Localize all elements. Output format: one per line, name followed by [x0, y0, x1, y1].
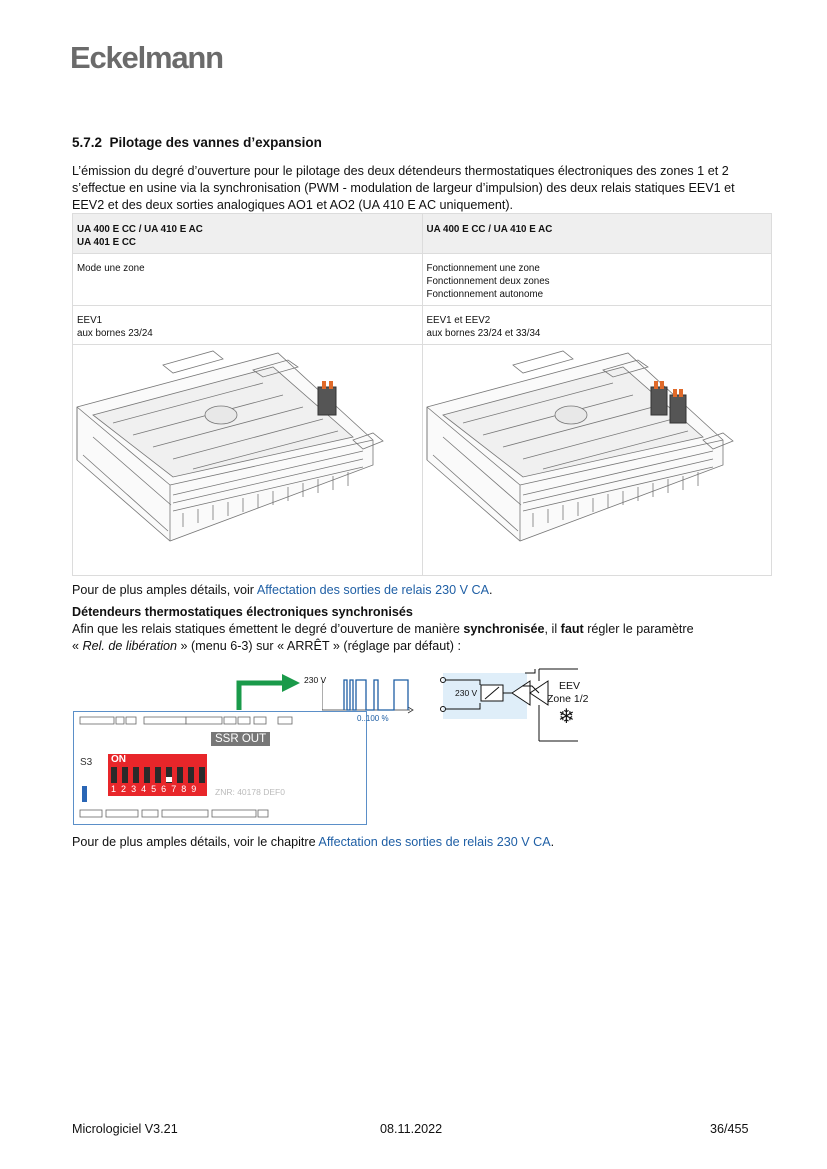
table-header-cell: UA 400 E CC / UA 410 E AC UA 401 E CC — [73, 214, 423, 254]
relay-valve-schematic — [440, 665, 590, 745]
section-heading — [72, 135, 322, 150]
dip-switch[interactable] — [108, 754, 207, 796]
zone-label: Zone 1/2 — [547, 693, 589, 705]
section-number: 5.7.2 — [72, 135, 103, 150]
table-header-cell: UA 400 E CC / UA 410 E AC — [422, 214, 772, 254]
znr-label: ZNR: 40178 DEF0 — [215, 787, 285, 797]
more-details-2: Pour de plus amples détails, voir le chapitre Affectation des sorties de relais 230 V CA. — [72, 835, 555, 849]
pwm-waveform — [322, 672, 414, 716]
footer-date: 08.11.2022 — [380, 1122, 443, 1136]
controller-image-cell — [73, 345, 423, 576]
controller-ua400-ua410-illustration — [423, 345, 759, 571]
controller-ua400-illustration — [73, 345, 409, 571]
connector-icon — [318, 381, 336, 415]
sync-subheading: Détendeurs thermostatiques électroniques synchronisés — [72, 605, 413, 619]
table-header-row — [73, 214, 772, 254]
table-cell: Fonctionnement une zone Fonctionnement deux zones Fonctionnement autonome — [422, 254, 772, 306]
table-cell: EEV1 et EEV2 aux bornes 23/24 et 33/34 — [422, 306, 772, 345]
snowflake-icon: ❄ — [558, 706, 575, 728]
eev-label: EEV — [559, 680, 581, 692]
table-cell: Mode une zone — [73, 254, 423, 306]
table-row — [73, 345, 772, 576]
table-row — [73, 306, 772, 345]
ssr-out-label: SSR OUT — [211, 732, 270, 746]
eckelmann-logo: Eckelmann — [70, 40, 223, 75]
sync-paragraph: Afin que les relais statiques émettent le degré d’ouverture de manière synchronisée, il faut régler le paramètre « Rel. de libération » (menu 6-3) sur « ARRÊT » (réglage par défaut) : — [72, 622, 694, 653]
relay-outputs-chapter-link[interactable]: Affectation des sorties de relais 230 V CA — [318, 835, 551, 849]
footer-page-number: 36/455 — [710, 1122, 749, 1136]
dip-numbers: 1 2 3 4 5 6 7 8 9 — [111, 784, 197, 794]
controller-image-cell — [422, 345, 772, 576]
section-title: Pilotage des vannes d’expansion — [109, 135, 322, 150]
table-row — [73, 254, 772, 306]
table-cell: EEV1 aux bornes 23/24 — [73, 306, 423, 345]
more-details-1: Pour de plus amples détails, voir Affectation des sorties de relais 230 V CA. — [72, 583, 493, 597]
s3-label: S3 — [80, 757, 93, 768]
intro-paragraph: L’émission du degré d’ouverture pour le pilotage des deux détendeurs thermostatiques électroniques des zones 1 et 2 s’effectue en usine via la synchronisation (PWM - modulation de largeur d’impulsion) des deux relais statiques EEV1 et EEV2 et des deux sorties analogiques AO1 et AO2 (UA 410 E AC uniquement). — [72, 164, 735, 212]
relay-voltage-label: 230 V — [455, 688, 478, 698]
dip-on-label: ON — [111, 754, 126, 765]
arrow-right-icon — [232, 672, 304, 712]
board-panel — [73, 711, 367, 825]
pwm-range-label: 0..100 % — [357, 714, 389, 723]
footer-firmware: Micrologiciel V3.21 — [72, 1122, 178, 1136]
controller-table — [72, 213, 772, 576]
voltage-label: 230 V — [304, 675, 327, 685]
relay-outputs-link[interactable]: Affectation des sorties de relais 230 V CA — [256, 583, 489, 597]
